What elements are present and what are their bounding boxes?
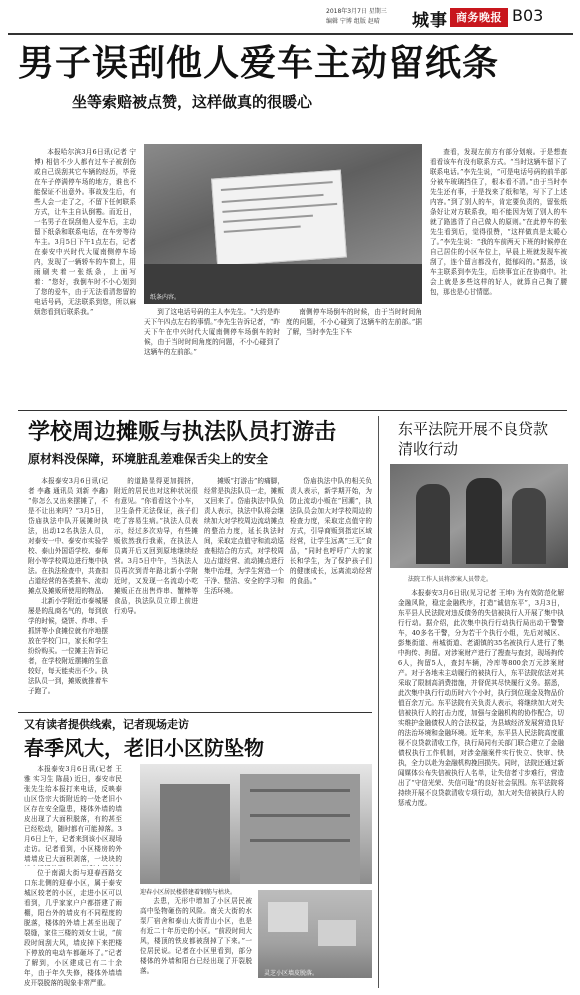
story2-col2: 北新小学附近市泰城屡屡是的乱商名气的，每到放学的时候，烧饼、炸串、手抓饼等小食摊位就有序地摆放在学校门口，家长和学生纷纷购买。一位摊主告诉记者，在学校附近摆摊的生意较好，每天能卖出不少。执法队员一到，摊贩就推着车子跑了。 [28,597,108,695]
windshield-note [211,170,347,267]
story3-photo1 [140,764,372,884]
story1-col2: 到了这电话号码的主人李先生。“大约是昨天下午四点左右的事情。”李先生告诉记者，“昨天下午在中兴时代大厦南侧停车场倒车的时候，由于当时时间角度的问题，不小心碰到了这辆车的左前部。” [144,308,280,356]
paper-logo-text: 商务晚报 [456,11,502,24]
story3-col3: 去患，无形中增加了小区居民被高中坠物砸伤的风险。南关大街的水泵厂宿舍和泰山大街青山小区，也是有近二十年历史的小区。“前段时间大风，楼顶的铁皮都被刮掉了下来。”一位居民说。记者在小区里看到，部分楼体的外墙和阳台已经出现了开裂脱落。 [140,897,252,975]
story2-rule [18,712,372,713]
story1-col4: 查看，发现左前方有部分划痕。于是想查看看该车有没有联系方式。“当时这辆车留下了联系电话。”李先生说，“可是电话号码的前半部分被车玻璃挡住了，根本看不清。”由于当时李先生还有事，于是找来了纸和笔，写下了上述内容。”到了别人的车，肯定要负责的，留张纸条好让对方联系我，咱不能因为划了别人的车就了路逃背了自己做人的原则。”在此停车的张先生看到后，觉得很赞，“这样做真是太暖心了。”李先生说：“我的车前两天下班的时候停在自己居住的小区车位上，早晨上班就发现车被刮了，连个留言都没有，挺郁闷的。”据悉，该车主联系到李先生，后续事宜正在协商中。社会上就是多些这样的好人，就算自己掏了腰包，那也是心甘情愿。 [430,148,567,296]
story3-photo2-caption: 灵芝小区墙皮脱落。 [264,970,319,977]
story1-photo [144,144,422,304]
story3-photo1-caption: 迎春小区居民楼搭建着钢筋与枯块。 [140,889,237,896]
story4-body: 本报泰安3月6日讯(见习记者 王坤) 为有效防范化解金融风险，稳定金融秩序，打造“诚信东平”，3月3日，东平县人民法院对违反债务的失信被执行人开展了集中执行行动。据介绍，此次集中执行行动执行局出动干警警车，40多名干警，分为若干个执行小组，先后对城区、彭集街道、州城街道、老湖镇的35名被执行人进行了集中拘传、拘留。对涉案财产进行了搜查与查封，现场拘传6人，拘留5人，查封车辆，冷库等800余万元涉案财产。对于各地未主动履行的被执行人，东平法院依法对其采取了限制高消费措施，并督促其尽快履行义务。据悉，此次集中执行行动历时六个小时，执行到位现金及物品价值百余万元。东平法院有关负责人表示，将继续加大对失信被执行人的打击力度，加强与金融机构的协作配合，切实维护金融债权人的合法权益，为县域经济发展营造良好的法治环境和金融环境。近年来，东平县人民法院高度重视不良贷款清收工作，执行局同有关部门联合建立了金融债权执行工作机制，对涉金融案件实行快立、快审、快执，全力以赴为金融机构挽回损失。同时，法院还通过新闻媒体公布失信被执行人名单，让失信者寸步难行，营造出了“守信光荣、失信可耻”的良好社会氛围。东平法院将持续开展不良贷款清收专项行动，加大对失信被执行人的惩戒力度。 [398,589,564,807]
story1-col3: 南侧停车场倒车的时候，由于当时时间角度的问题，不小心碰到了这辆车的左前部。”据了解，当时李先生下车 [286,308,422,336]
story1-subhead: 坐等索赔被点赞，这样做真的很暖心 [72,93,313,111]
story4-headline-text: 东平法院开展不良贷款清收行动 [398,420,549,458]
story1-headline: 男子误刮他人爱车主动留纸条 [18,43,500,84]
story2-col4: 摊贩“打游击”的痛脚，经常是执法队员一走，摊贩又回来了。岱庙执法中队负责人表示，执法中队将会继续加大对学校周边流动摊点的整治力度，延长执法时间，采取定点值守和流动巡查相结合的方式，对学校周边占道经营、流动摊点进行集中治理，为学生营造一个干净、整洁、安全的学习和生活环境。 [204,477,284,595]
paper-logo [450,8,508,27]
section-name: 城事 [412,11,448,31]
story4-photo-caption: 法院工作人员将涉案人员带走。 [408,576,493,583]
masthead-rule [8,33,573,35]
story4-headline [398,419,558,459]
story3-photo2 [258,890,372,978]
story2-subhead: 原材料没保障，环境脏乱差难保舌尖上的安全 [28,452,269,466]
page-number: B03 [512,6,544,25]
issue-date: 2018年3月7日 星期三 [326,8,387,15]
story2-divider [378,416,379,988]
story3-headline: 春季风大，老旧小区防坠物 [24,736,264,760]
story2-headline: 学校周边摊贩与执法队员打游击 [28,420,337,445]
story1-photo-caption: 纸条内容。 [150,294,181,301]
story2-col3: 的道路显得更加拥挤，附近的居民也对这种状况很有意见。“你看看这个小车，卫生条件无法保证，孩子们吃了容易生病。”执法人员表示，经过多次劝导，有些摊贩依然我行我素，在执法人员离开后又回到原地继续经营。3月5日中午，当执法人员再次到青年路北新小学附近时，又发现一名流动小吃摊贩正在出售炸串、蟹棒等食品，执法队员立即上前进行劝导。 [114,477,198,615]
story3-col2: 位于南湖大街与迎春西路交口东北侧的迎春小区，属于泰安城区较老的小区，走进小区可以看到，几乎家家户户都搭建了雨棚，阳台外的墙皮有不同程度的脱落，楼体的外墙上甚至出现了裂缝，家住三楼的刘女士说，“前段时间刮大风，墙皮掉下来把楼下停放的电动车都砸坏了。”记者了解到，小区建成已有二十余年，由于年久失修，楼体外墙墙皮开裂脱落的现象非常严重。 [24,869,122,987]
editor-credits: 编辑 宁博 组版 赵晴 [326,18,380,25]
story3-kicker: 又有读者提供线索，记者现场走访 [24,718,189,731]
story3-col1: 本报泰安3月6日讯(记者 王雅 实习生 陈晨) 近日，泰安市民张先生给本报打来电话，反映泰山区岱宗大街附近的一处老旧小区存在安全隐患，楼体外墙的墙皮出现了大面积脱落，有的甚至已经松动，随时都有可能掉落。3月6日上午，记者来到该小区现场走访。记者看到，小区楼房的外墙墙皮已大面积剥落，一块块的 [24,765,122,863]
story2-col5: 岱庙执法中队的相关负责人表示，新学期开始，为防止流动小贩在“回潮”，执法队员会加大对学校周边的检查力度，采取定点值守的方式，引导商贩到指定区域经营，让学生远离“三无”食品，“同时也呼吁广大的家长和学生，为了保护孩子们的健康成长，远离流动经营的食品。” [290,477,372,585]
story2-col1: 本报泰安3月6日讯(记者 李鑫 通讯员 刘新 李鑫) “你怎么又出来摆摊了，不是不让出来吗？”3月5日，岱庙执法中队开展摊时执法，出动12名执法人员，对泰安一中、泰安市实验学校、泰山外国语学校、泰师附小等学校周边进行集中执法。在执法检查中，共查扣占道经营的各类推车、流动摊点及摊贩所使用的物品， [28,477,108,594]
story4-photo [390,464,568,568]
story1-col1: 本报哈尔滨3月6日讯(记者 宁博) 相信不少人都有过车子被刮伤或自己误刮其它车辆的经历，毕竟在车子停满停车场的地方，谁也不能保证不出意外。事故发生后，有些人会一走了之，不留下任何联系方式，让车主自认倒霉。而近日，一名男子在误刮他人爱车后，主动留下纸条和联系电话，在车旁等待车主。3月5日下午1点左右，记者在泰安中兴时代大厦南侧停车场内，发现了一辆轿车的车窗上，用雨刷夹着一张纸条，上面写着：“您好，我倒车时不小心划到了您的爱车，由于无法看清您留的电话号码，无法联系到您，所以麻烦您看到后联系我。” [34,148,136,316]
story1-rule [18,410,567,411]
